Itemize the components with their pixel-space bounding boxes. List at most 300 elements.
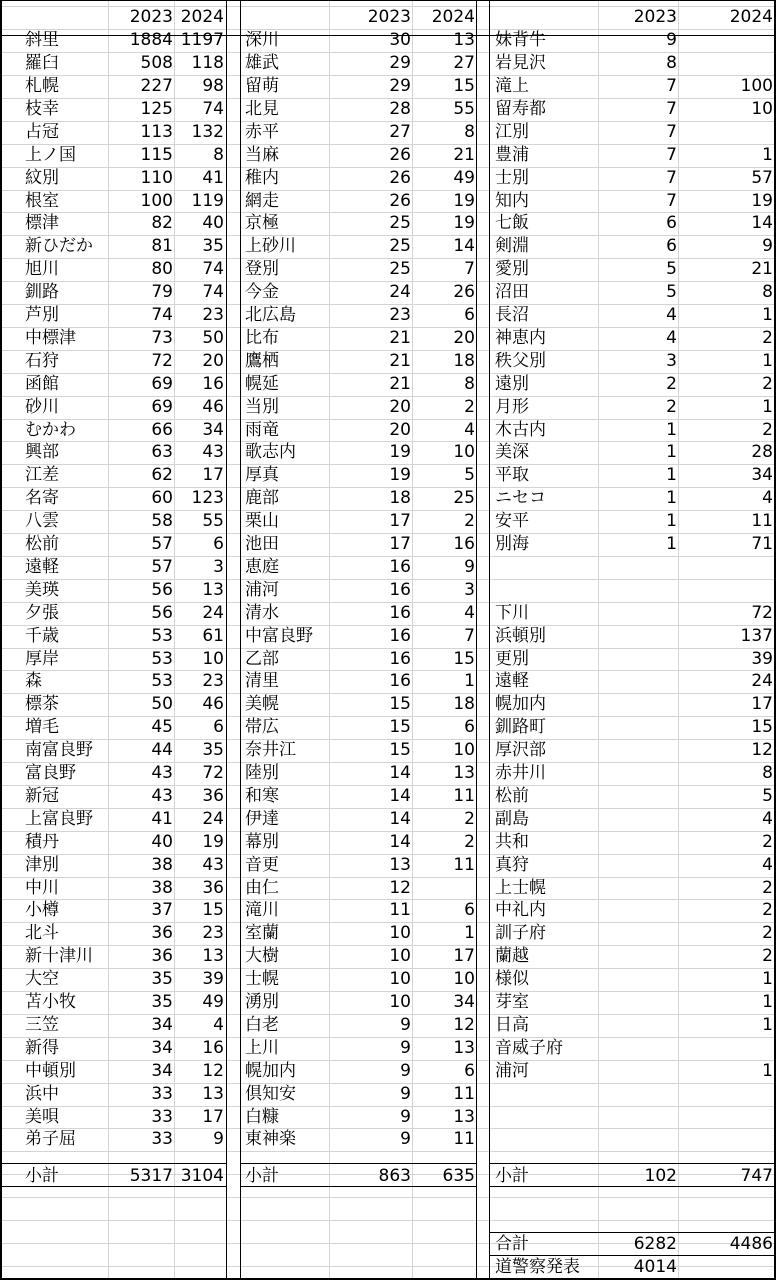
value-2023[interactable]: 110 <box>140 167 173 188</box>
value-2024[interactable]: 36 <box>202 785 224 806</box>
municipality-name[interactable]: 音更 <box>245 854 279 875</box>
value-2023[interactable]: 16 <box>389 671 411 692</box>
value-2024[interactable]: 34 <box>453 992 475 1012</box>
value-2024[interactable] <box>678 1106 773 1129</box>
header-2023-block3[interactable]: 2023 <box>633 7 677 28</box>
value-2023[interactable]: 9 <box>400 1129 411 1150</box>
municipality-name[interactable]: 今金 <box>245 282 279 303</box>
municipality-name[interactable]: 浦河 <box>495 1060 529 1081</box>
municipality-name[interactable]: 由仁 <box>245 877 279 898</box>
value-2024[interactable]: 74 <box>202 259 224 280</box>
value-2024[interactable]: 7 <box>464 625 475 646</box>
value-2024[interactable]: 19 <box>751 190 773 211</box>
value-2023[interactable]: 9 <box>400 1060 411 1081</box>
municipality-name[interactable]: 当麻 <box>245 144 279 165</box>
value-2024[interactable]: 9 <box>464 556 475 577</box>
value-2023[interactable]: 7 <box>666 76 677 96</box>
municipality-name[interactable]: 石狩 <box>25 350 59 371</box>
value-2023[interactable]: 14 <box>389 808 411 829</box>
value-2024[interactable]: 3 <box>464 579 475 600</box>
value-2023[interactable] <box>598 831 677 854</box>
value-2024[interactable]: 15 <box>202 900 224 921</box>
municipality-name[interactable]: 浦河 <box>245 579 279 600</box>
value-2023[interactable]: 10 <box>389 992 411 1012</box>
value-2024[interactable]: 11 <box>751 511 773 532</box>
value-2024[interactable]: 13 <box>453 1106 475 1127</box>
municipality-name[interactable]: 松前 <box>495 785 529 806</box>
value-2024[interactable] <box>678 1128 773 1151</box>
value-2024[interactable]: 123 <box>191 488 224 509</box>
value-2023[interactable] <box>598 602 677 625</box>
value-2024[interactable]: 17 <box>202 465 224 486</box>
municipality-name[interactable]: 小樽 <box>25 900 59 921</box>
value-2023[interactable]: 10 <box>389 946 411 967</box>
value-2023[interactable]: 30 <box>389 30 411 51</box>
value-2023[interactable]: 1 <box>666 419 677 440</box>
value-2023[interactable]: 13 <box>389 854 411 875</box>
value-2023[interactable]: 14 <box>389 785 411 806</box>
municipality-name[interactable]: 厚沢部 <box>495 740 546 761</box>
value-2024[interactable]: 6 <box>464 717 475 738</box>
value-2024[interactable]: 20 <box>202 350 224 371</box>
value-2023[interactable]: 56 <box>151 602 173 623</box>
value-2024[interactable]: 5 <box>762 785 773 806</box>
value-2024[interactable]: 17 <box>202 1106 224 1127</box>
municipality-name[interactable]: 網走 <box>245 190 279 211</box>
value-2023[interactable]: 33 <box>151 1083 173 1104</box>
municipality-name[interactable]: 名寄 <box>25 488 59 509</box>
value-2023[interactable]: 36 <box>151 923 173 944</box>
municipality-name[interactable] <box>495 1106 597 1129</box>
municipality-name[interactable]: 美瑛 <box>25 579 59 600</box>
municipality-name[interactable]: 新ひだか <box>25 236 93 257</box>
subtotal-2024-block1[interactable]: 3104 <box>180 1165 224 1186</box>
value-2024[interactable]: 35 <box>202 740 224 761</box>
value-2023[interactable]: 2 <box>666 396 677 417</box>
municipality-name[interactable] <box>495 579 597 602</box>
value-2023[interactable]: 9 <box>400 1083 411 1104</box>
value-2024[interactable]: 1 <box>762 350 773 371</box>
municipality-name[interactable]: 岩見沢 <box>495 53 546 74</box>
value-2024[interactable]: 8 <box>464 121 475 142</box>
value-2023[interactable]: 4 <box>666 305 677 325</box>
value-2023[interactable]: 26 <box>389 144 411 165</box>
value-2023[interactable]: 17 <box>389 534 411 554</box>
subtotal-label-block2[interactable]: 小計 <box>245 1165 279 1186</box>
value-2024[interactable]: 4 <box>762 854 773 875</box>
value-2024[interactable]: 14 <box>751 213 773 234</box>
value-2023[interactable]: 33 <box>151 1106 173 1127</box>
value-2024[interactable]: 4 <box>762 808 773 829</box>
value-2024[interactable]: 61 <box>202 625 224 646</box>
value-2023[interactable] <box>598 670 677 693</box>
value-2024[interactable]: 1 <box>762 1014 773 1035</box>
value-2023[interactable]: 113 <box>140 121 173 142</box>
municipality-name[interactable]: 神恵内 <box>495 327 546 348</box>
value-2024[interactable]: 6 <box>213 534 224 554</box>
value-2023[interactable]: 16 <box>389 556 411 577</box>
value-2024[interactable]: 18 <box>453 350 475 371</box>
municipality-name[interactable]: 共和 <box>495 831 529 852</box>
value-2023[interactable]: 38 <box>151 854 173 875</box>
municipality-name[interactable]: 厚岸 <box>25 648 59 669</box>
municipality-name[interactable]: 増毛 <box>25 717 59 738</box>
municipality-name[interactable]: 新冠 <box>25 785 59 806</box>
value-2024[interactable]: 23 <box>202 671 224 692</box>
value-2023[interactable]: 10 <box>389 969 411 990</box>
municipality-name[interactable]: 標津 <box>25 213 59 234</box>
value-2024[interactable]: 15 <box>453 648 475 669</box>
value-2024[interactable]: 19 <box>453 213 475 234</box>
municipality-name[interactable]: 別海 <box>495 534 529 554</box>
municipality-name[interactable]: 妹背牛 <box>495 30 546 51</box>
value-2024[interactable]: 4 <box>213 1014 224 1035</box>
value-2023[interactable]: 6 <box>666 213 677 234</box>
value-2024[interactable]: 98 <box>202 76 224 96</box>
municipality-name[interactable]: 長沼 <box>495 305 529 325</box>
municipality-name[interactable]: 北斗 <box>25 923 59 944</box>
value-2023[interactable]: 23 <box>389 305 411 325</box>
value-2024[interactable]: 46 <box>202 694 224 715</box>
value-2023[interactable]: 60 <box>151 488 173 509</box>
value-2024[interactable]: 25 <box>453 488 475 509</box>
municipality-name[interactable]: 豊浦 <box>495 144 529 165</box>
municipality-name[interactable]: 浜頓別 <box>495 625 546 646</box>
municipality-name[interactable]: 池田 <box>245 534 279 554</box>
municipality-name[interactable]: 滝上 <box>495 76 529 96</box>
value-2024[interactable]: 10 <box>453 442 475 463</box>
value-2023[interactable]: 73 <box>151 327 173 348</box>
municipality-name[interactable]: 知内 <box>495 190 529 211</box>
value-2023[interactable]: 7 <box>666 190 677 211</box>
municipality-name[interactable]: 枝幸 <box>25 98 59 119</box>
value-2024[interactable]: 2 <box>762 946 773 967</box>
municipality-name[interactable]: 浜中 <box>25 1083 59 1104</box>
value-2024[interactable]: 13 <box>453 1037 475 1058</box>
value-2023[interactable] <box>598 922 677 945</box>
subtotal-2023-block3[interactable]: 102 <box>644 1165 677 1186</box>
value-2024[interactable]: 13 <box>453 30 475 51</box>
municipality-name[interactable]: 赤井川 <box>495 763 546 783</box>
value-2023[interactable]: 9 <box>666 30 677 51</box>
value-2024[interactable]: 7 <box>464 259 475 280</box>
value-2023[interactable]: 14 <box>389 763 411 783</box>
municipality-name[interactable]: むかわ <box>25 419 76 440</box>
municipality-name[interactable]: 大樹 <box>245 946 279 967</box>
value-2024[interactable]: 15 <box>453 76 475 96</box>
value-2024[interactable]: 34 <box>751 465 773 486</box>
value-2023[interactable]: 15 <box>389 740 411 761</box>
header-2023-block1[interactable]: 2023 <box>129 7 173 28</box>
value-2023[interactable]: 7 <box>666 121 677 142</box>
municipality-name[interactable]: 陸別 <box>245 763 279 783</box>
value-2024[interactable]: 21 <box>453 144 475 165</box>
municipality-name[interactable]: 雨竜 <box>245 419 279 440</box>
value-2023[interactable]: 10 <box>389 923 411 944</box>
municipality-name[interactable]: 歌志内 <box>245 442 296 463</box>
value-2023[interactable]: 34 <box>151 1037 173 1058</box>
municipality-name[interactable]: 蘭越 <box>495 946 529 967</box>
value-2024[interactable]: 72 <box>751 602 773 623</box>
value-2024[interactable]: 50 <box>202 327 224 348</box>
value-2023[interactable]: 57 <box>151 534 173 554</box>
value-2023[interactable]: 115 <box>140 144 173 165</box>
municipality-name[interactable]: 更別 <box>495 648 529 669</box>
value-2024[interactable]: 9 <box>213 1129 224 1150</box>
value-2023[interactable]: 5 <box>666 282 677 303</box>
value-2024[interactable]: 16 <box>202 373 224 394</box>
value-2023[interactable]: 16 <box>389 579 411 600</box>
value-2024[interactable]: 4 <box>762 488 773 509</box>
municipality-name[interactable]: 留寿都 <box>495 98 546 119</box>
municipality-name[interactable]: 中川 <box>25 877 59 898</box>
value-2023[interactable]: 16 <box>389 648 411 669</box>
value-2023[interactable]: 9 <box>400 1037 411 1058</box>
value-2024[interactable] <box>678 52 773 75</box>
value-2023[interactable] <box>598 1037 677 1060</box>
value-2024[interactable]: 1 <box>762 144 773 165</box>
municipality-name[interactable]: 弟子屈 <box>25 1129 76 1150</box>
value-2024[interactable]: 2 <box>464 511 475 532</box>
municipality-name[interactable]: 月形 <box>495 396 529 417</box>
municipality-name[interactable]: 厚真 <box>245 465 279 486</box>
value-2024[interactable]: 10 <box>453 969 475 990</box>
municipality-name[interactable]: 中頓別 <box>25 1060 76 1081</box>
value-2024[interactable]: 35 <box>202 236 224 257</box>
value-2024[interactable]: 55 <box>202 511 224 532</box>
municipality-name[interactable]: 帯広 <box>245 717 279 738</box>
value-2023[interactable]: 1 <box>666 465 677 486</box>
value-2023[interactable]: 45 <box>151 717 173 738</box>
value-2024[interactable]: 14 <box>453 236 475 257</box>
municipality-name[interactable]: 比布 <box>245 327 279 348</box>
value-2024[interactable]: 24 <box>202 602 224 623</box>
value-2024[interactable]: 17 <box>751 694 773 715</box>
municipality-name[interactable]: 紋別 <box>25 167 59 188</box>
value-2024[interactable]: 10 <box>751 98 773 119</box>
municipality-name[interactable]: 標茶 <box>25 694 59 715</box>
value-2023[interactable]: 19 <box>389 465 411 486</box>
value-2024[interactable]: 2 <box>762 923 773 944</box>
value-2023[interactable]: 15 <box>389 717 411 738</box>
value-2024[interactable]: 4 <box>464 602 475 623</box>
value-2023[interactable] <box>598 1128 677 1151</box>
value-2024[interactable]: 8 <box>213 144 224 165</box>
value-2023[interactable] <box>598 1014 677 1037</box>
value-2023[interactable] <box>598 899 677 922</box>
value-2023[interactable]: 72 <box>151 350 173 371</box>
municipality-name[interactable]: 様似 <box>495 969 529 990</box>
municipality-name[interactable]: 大空 <box>25 969 59 990</box>
value-2023[interactable]: 1 <box>666 488 677 509</box>
municipality-name[interactable]: 深川 <box>245 30 279 51</box>
subtotal-label-block3[interactable]: 小計 <box>495 1165 529 1186</box>
value-2023[interactable]: 3 <box>666 350 677 371</box>
municipality-name[interactable]: 士幌 <box>245 969 279 990</box>
value-2023[interactable] <box>598 716 677 739</box>
value-2024[interactable]: 2 <box>464 396 475 417</box>
value-2023[interactable]: 35 <box>151 969 173 990</box>
value-2023[interactable]: 1884 <box>129 30 173 51</box>
value-2024[interactable]: 6 <box>464 305 475 325</box>
value-2024[interactable]: 13 <box>202 1083 224 1104</box>
value-2024[interactable] <box>412 877 475 900</box>
value-2023[interactable] <box>598 1083 677 1106</box>
municipality-name[interactable]: 根室 <box>25 190 59 211</box>
municipality-name[interactable]: 留萌 <box>245 76 279 96</box>
value-2023[interactable] <box>598 693 677 716</box>
value-2024[interactable]: 6 <box>213 717 224 738</box>
value-2023[interactable]: 26 <box>389 190 411 211</box>
value-2024[interactable]: 11 <box>453 1083 475 1104</box>
subtotal-2023-block2[interactable]: 863 <box>378 1165 411 1186</box>
value-2023[interactable]: 8 <box>666 53 677 74</box>
value-2024[interactable]: 23 <box>202 305 224 325</box>
municipality-name[interactable]: 真狩 <box>495 854 529 875</box>
value-2024[interactable]: 2 <box>762 419 773 440</box>
value-2024[interactable]: 11 <box>453 854 475 875</box>
police-announcement-value[interactable]: 4014 <box>633 1257 677 1278</box>
value-2024[interactable]: 39 <box>202 969 224 990</box>
value-2024[interactable]: 41 <box>202 167 224 188</box>
municipality-name[interactable]: 三笠 <box>25 1014 59 1035</box>
value-2023[interactable]: 43 <box>151 763 173 783</box>
municipality-name[interactable]: 清里 <box>245 671 279 692</box>
municipality-name[interactable]: 上川 <box>245 1037 279 1058</box>
municipality-name[interactable] <box>495 1128 597 1151</box>
value-2023[interactable]: 35 <box>151 992 173 1012</box>
value-2023[interactable]: 14 <box>389 831 411 852</box>
value-2023[interactable]: 27 <box>389 121 411 142</box>
municipality-name[interactable]: 幌加内 <box>245 1060 296 1081</box>
value-2024[interactable]: 20 <box>453 327 475 348</box>
municipality-name[interactable]: 倶知安 <box>245 1083 296 1104</box>
value-2024[interactable]: 43 <box>202 854 224 875</box>
value-2024[interactable]: 11 <box>453 1129 475 1150</box>
value-2024[interactable]: 18 <box>453 694 475 715</box>
value-2024[interactable]: 12 <box>202 1060 224 1081</box>
municipality-name[interactable] <box>495 556 597 579</box>
value-2024[interactable] <box>678 556 773 579</box>
value-2024[interactable]: 8 <box>762 282 773 303</box>
municipality-name[interactable]: 上砂川 <box>245 236 296 257</box>
value-2023[interactable]: 15 <box>389 694 411 715</box>
value-2023[interactable]: 44 <box>151 740 173 761</box>
municipality-name[interactable]: 赤平 <box>245 121 279 142</box>
value-2024[interactable]: 74 <box>202 282 224 303</box>
municipality-name[interactable]: 訓子府 <box>495 923 546 944</box>
value-2024[interactable]: 40 <box>202 213 224 234</box>
municipality-name[interactable]: 積丹 <box>25 831 59 852</box>
municipality-name[interactable]: 安平 <box>495 511 529 532</box>
value-2023[interactable]: 6 <box>666 236 677 257</box>
municipality-name[interactable]: 京極 <box>245 213 279 234</box>
municipality-name[interactable]: 新得 <box>25 1037 59 1058</box>
value-2023[interactable]: 100 <box>140 190 173 211</box>
total-2023[interactable]: 6282 <box>633 1234 677 1255</box>
value-2023[interactable] <box>598 991 677 1014</box>
municipality-name[interactable]: 鹿部 <box>245 488 279 509</box>
municipality-name[interactable]: 上富良野 <box>25 808 93 829</box>
municipality-name[interactable]: 釧路 <box>25 282 59 303</box>
value-2023[interactable]: 25 <box>389 236 411 257</box>
municipality-name[interactable]: 砂川 <box>25 396 59 417</box>
municipality-name[interactable]: 湧別 <box>245 992 279 1012</box>
value-2024[interactable] <box>678 29 773 52</box>
municipality-name[interactable]: 千歳 <box>25 625 59 646</box>
value-2024[interactable]: 1 <box>762 992 773 1012</box>
value-2024[interactable]: 13 <box>453 763 475 783</box>
municipality-name[interactable]: 士別 <box>495 167 529 188</box>
municipality-name[interactable]: 富良野 <box>25 763 76 783</box>
header-2024-block2[interactable]: 2024 <box>431 7 475 28</box>
municipality-name[interactable]: 羅臼 <box>25 53 59 74</box>
municipality-name[interactable]: 占冠 <box>25 121 59 142</box>
value-2024[interactable]: 1 <box>762 396 773 417</box>
municipality-name[interactable]: 新十津川 <box>25 946 93 967</box>
value-2023[interactable]: 43 <box>151 785 173 806</box>
value-2023[interactable]: 12 <box>389 877 411 898</box>
municipality-name[interactable]: 札幌 <box>25 76 59 96</box>
header-2023-block2[interactable]: 2023 <box>367 7 411 28</box>
value-2024[interactable]: 16 <box>202 1037 224 1058</box>
value-2023[interactable] <box>598 739 677 762</box>
value-2024[interactable]: 49 <box>202 992 224 1012</box>
municipality-name[interactable]: ニセコ <box>495 488 546 509</box>
municipality-name[interactable]: 旭川 <box>25 259 59 280</box>
municipality-name[interactable]: 芽室 <box>495 992 529 1012</box>
subtotal-2023-block1[interactable]: 5317 <box>129 1165 173 1186</box>
value-2024[interactable]: 23 <box>202 923 224 944</box>
value-2024[interactable]: 12 <box>751 740 773 761</box>
municipality-name[interactable]: 栗山 <box>245 511 279 532</box>
municipality-name[interactable]: 興部 <box>25 442 59 463</box>
value-2024[interactable]: 2 <box>762 327 773 348</box>
value-2023[interactable]: 41 <box>151 808 173 829</box>
value-2024[interactable]: 74 <box>202 98 224 119</box>
value-2024[interactable]: 24 <box>202 808 224 829</box>
municipality-name[interactable]: 平取 <box>495 465 529 486</box>
value-2023[interactable]: 125 <box>140 98 173 119</box>
value-2024[interactable] <box>678 1083 773 1106</box>
municipality-name[interactable]: 奈井江 <box>245 740 296 761</box>
value-2023[interactable]: 37 <box>151 900 173 921</box>
value-2024[interactable]: 13 <box>202 579 224 600</box>
value-2024[interactable]: 43 <box>202 442 224 463</box>
value-2023[interactable] <box>598 762 677 785</box>
value-2023[interactable] <box>598 648 677 671</box>
municipality-name[interactable]: 斜里 <box>25 30 59 51</box>
value-2023[interactable] <box>598 877 677 900</box>
value-2023[interactable]: 40 <box>151 831 173 852</box>
value-2023[interactable]: 50 <box>151 694 173 715</box>
value-2023[interactable]: 1 <box>666 534 677 554</box>
municipality-name[interactable]: 北広島 <box>245 305 296 325</box>
total-label[interactable]: 合計 <box>495 1234 529 1255</box>
value-2024[interactable]: 17 <box>453 946 475 967</box>
value-2023[interactable]: 21 <box>389 373 411 394</box>
municipality-name[interactable]: 釧路町 <box>495 717 546 738</box>
municipality-name[interactable]: 剣淵 <box>495 236 529 257</box>
municipality-name[interactable]: 夕張 <box>25 602 59 623</box>
value-2023[interactable]: 19 <box>389 442 411 463</box>
value-2023[interactable]: 82 <box>151 213 173 234</box>
value-2024[interactable]: 57 <box>751 167 773 188</box>
value-2024[interactable]: 4 <box>464 419 475 440</box>
value-2023[interactable]: 57 <box>151 556 173 577</box>
total-2024[interactable]: 4486 <box>729 1234 773 1255</box>
municipality-name[interactable]: 上士幌 <box>495 877 546 898</box>
